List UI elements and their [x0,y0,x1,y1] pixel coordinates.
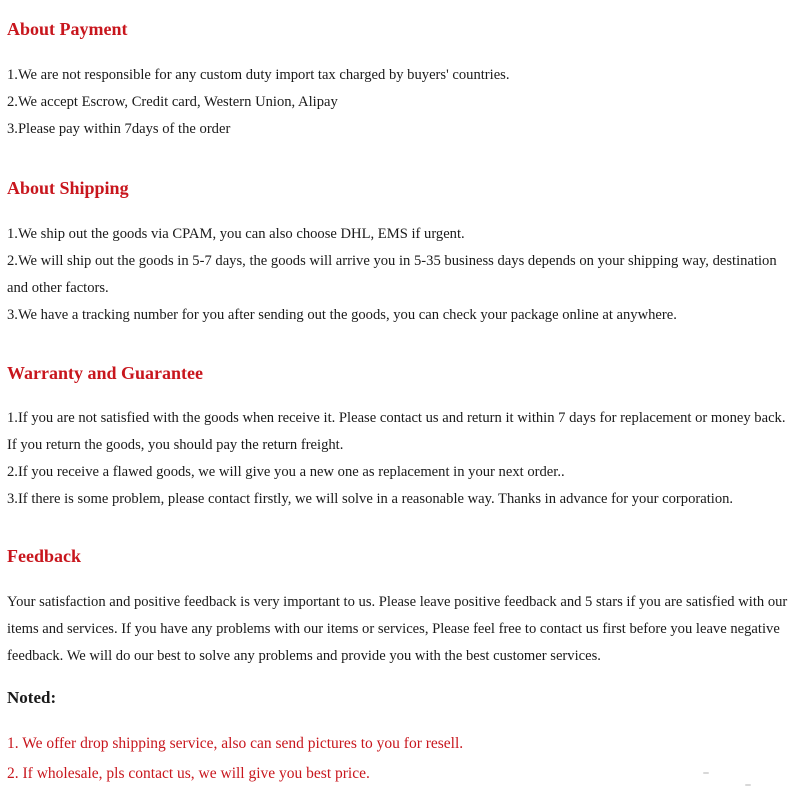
shipping-item-2: 2.We will ship out the goods in 5-7 days, the goods will arrive you in 5-35 business days depends on your shipping way, destination and other factors. [7,253,777,296]
warranty-heading: Warranty and Guarantee [7,363,203,383]
feedback-heading: Feedback [7,546,81,566]
warranty-item-2: 2.If you receive a flawed goods, we will give you a new one as replacement in your next order.. [7,464,565,480]
payment-heading: About Payment [7,19,128,39]
payment-item-3: 3.Please pay within 7days of the order [7,121,231,137]
warranty-item-1: 1.If you are not satisfied with the goods when receive it. Please contact us and return it within 7 days for replacement or money back. If you return the goods, you should pay the return freight. [7,410,786,453]
shipping-heading: About Shipping [7,178,129,198]
shipping-item-1: 1.We ship out the goods via CPAM, you can also choose DHL, EMS if urgent. [7,226,465,242]
feedback-text: Your satisfaction and positive feedback is very important to us. Please leave positive feedback and 5 stars if you are satisfied with our items and services. If you have any problems with our items or services, Please feel free to contact us first before you leave negative feedback. We will do our best to solve any problems and provide you with the best customer services. [7,594,788,664]
decorative-dot [703,772,709,774]
noted-item-2: 2. If wholesale, pls contact us, we will give you best price. [7,765,370,782]
noted-item-1: 1. We offer drop shipping service, also can send pictures to you for resell. [7,735,464,752]
payment-item-1: 1.We are not responsible for any custom duty import tax charged by buyers' countries. [7,67,510,83]
warranty-item-3: 3.If there is some problem, please contact firstly, we will solve in a reasonable way. Thanks in advance for your corporation. [7,491,734,507]
noted-heading: Noted: [7,688,57,707]
decorative-dot [745,784,751,786]
shipping-item-3: 3.We have a tracking number for you after sending out the goods, you can check your package online at anywhere. [7,307,677,323]
payment-item-2: 2.We accept Escrow, Credit card, Western Union, Alipay [7,94,338,110]
